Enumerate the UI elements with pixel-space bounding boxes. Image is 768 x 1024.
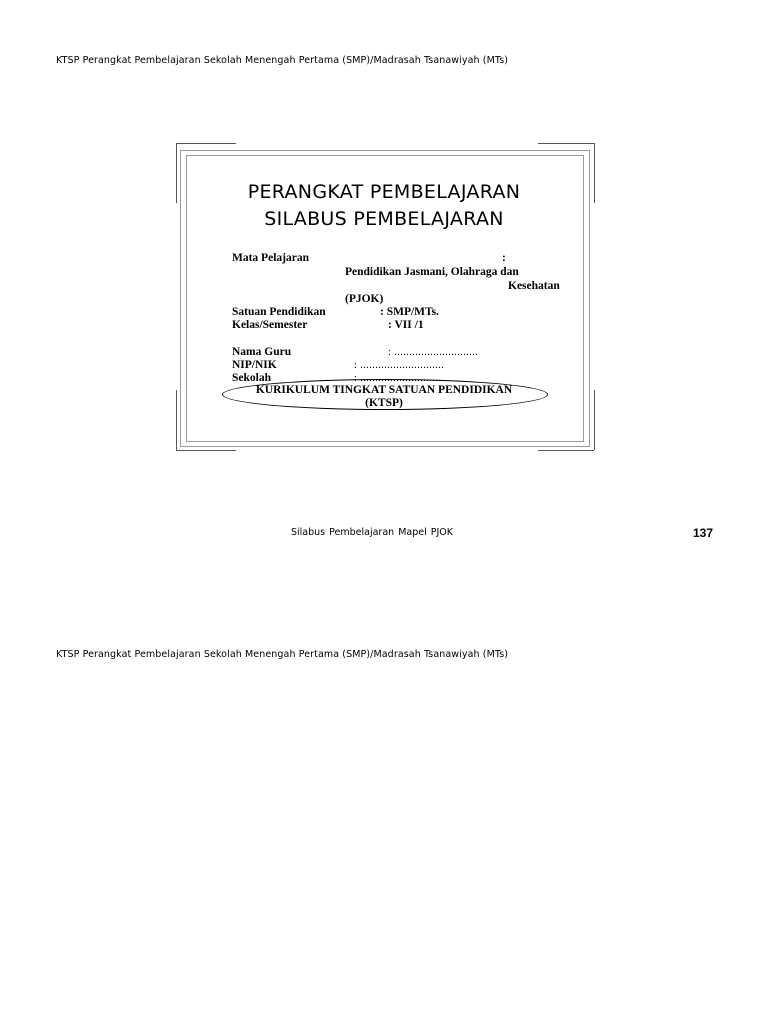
sekolah-label: Sekolah — [232, 372, 271, 384]
corner-ornament-bottom-right — [538, 448, 594, 451]
corner-ornament-top-right — [592, 143, 595, 203]
corner-ornament-bottom-left — [176, 448, 236, 451]
running-header: KTSP Perangkat Pembelajaran Sekolah Menengah Pertama (SMP)/Madrasah Tsanawiyah (MTs) — [56, 649, 509, 660]
nama-guru-value: : ............................ — [388, 347, 479, 358]
corner-ornament-top-left — [176, 143, 236, 146]
ktsp-abbreviation: (KTSP) — [365, 397, 403, 409]
kelas-semester-label: Kelas/Semester — [232, 319, 308, 331]
running-header: KTSP Perangkat Pembelajaran Sekolah Menengah Pertama (SMP)/Madrasah Tsanawiyah (MTs) — [56, 55, 509, 66]
satuan-pendidikan-label: Satuan Pendidikan — [232, 306, 326, 318]
cover-subtitle: SILABUS PEMBELAJARAN — [264, 208, 504, 230]
corner-ornament-bottom-right — [592, 390, 595, 450]
mata-pelajaran-value: (PJOK) — [345, 293, 384, 305]
corner-ornament-top-left — [176, 143, 179, 203]
satuan-pendidikan-value: : SMP/MTs. — [380, 306, 439, 318]
nip-nik-label: NIP/NIK — [232, 359, 277, 371]
nip-nik-value: : ............................ — [354, 360, 445, 371]
corner-ornament-top-right — [538, 143, 594, 146]
sekolah-value: : ............................ — [354, 373, 445, 384]
nama-guru-label: Nama Guru — [232, 346, 292, 358]
cover-title: PERANGKAT PEMBELAJARAN — [247, 181, 521, 203]
mata-pelajaran-colon: : — [502, 252, 506, 264]
mata-pelajaran-label: Mata Pelajaran — [232, 252, 309, 264]
mata-pelajaran-value: Kesehatan — [508, 280, 560, 292]
page-footer-title: Silabus Pembelajaran Mapel PJOK — [291, 527, 453, 538]
ktsp-title: KURIKULUM TINGKAT SATUAN PENDIDIKAN — [255, 384, 513, 396]
corner-ornament-bottom-left — [176, 390, 179, 450]
kelas-semester-value: : VII /1 — [388, 319, 424, 331]
page-number: 137 — [693, 526, 714, 540]
mata-pelajaran-value: Pendidikan Jasmani, Olahraga dan — [345, 266, 519, 278]
